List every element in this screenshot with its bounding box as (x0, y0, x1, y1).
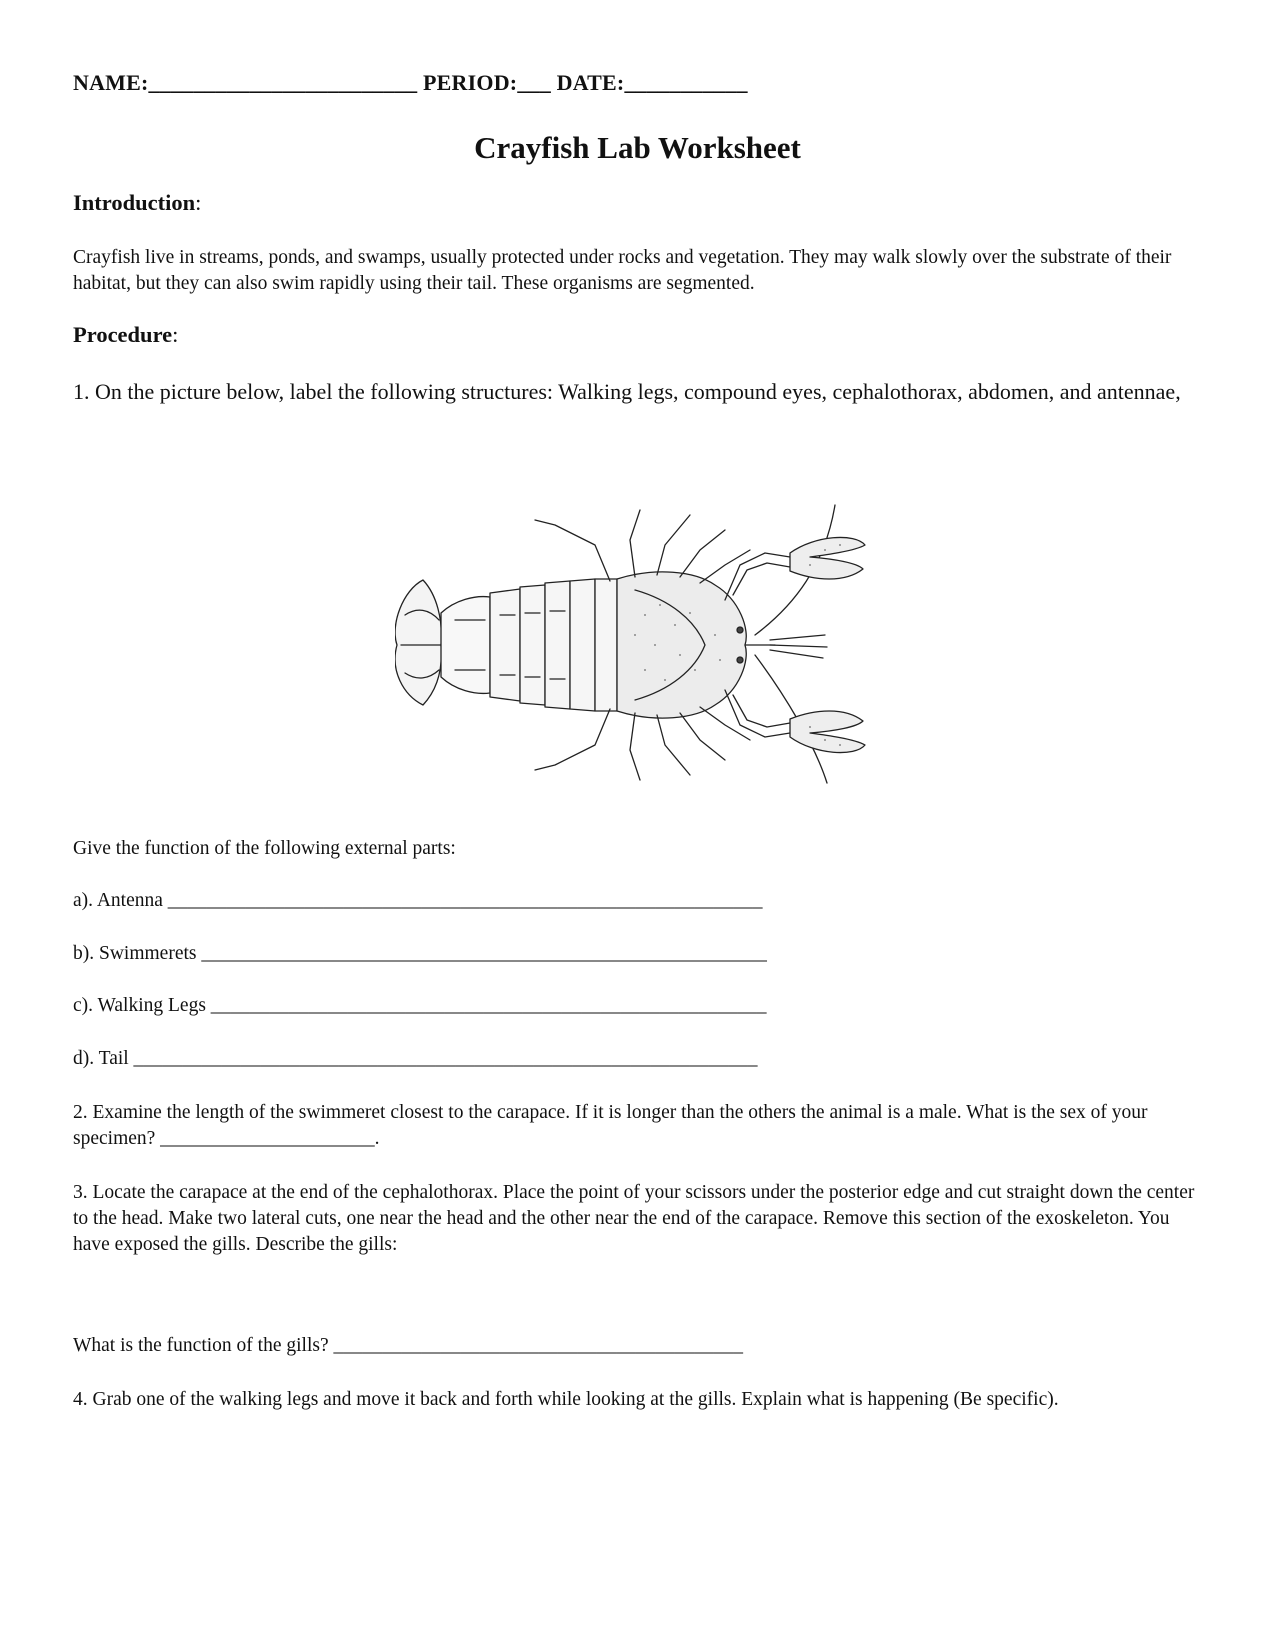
procedure-heading: Procedure: (73, 322, 179, 347)
page-title: Crayfish Lab Worksheet (474, 130, 801, 165)
part-walking-legs-line: c). Walking Legs _________________________________________________________ (73, 995, 767, 1016)
introduction-heading: Introduction: (73, 190, 202, 215)
crayfish-illustration (395, 495, 870, 785)
procedure-heading-text: Procedure (73, 322, 173, 347)
gills-function-line: What is the function of the gills? __________________________________________ (73, 1335, 743, 1356)
introduction-heading-text: Introduction (73, 190, 196, 215)
question-4: 4. Grab one of the walking legs and move it back and forth while looking at the gills. Explain what is happening (Be specific). (73, 1389, 1059, 1410)
function-prompt: Give the function of the following external parts: (73, 838, 456, 859)
part-swimmerets-line: b). Swimmerets __________________________________________________________ (73, 943, 767, 964)
question-2: 2. Examine the length of the swimmeret closest to the carapace. If it is longer than the others the animal is a male. What is the sex of your specimen? ______________________. (73, 1102, 1148, 1149)
name-period-date-line: NAME:________________________ PERIOD:___ DATE:___________ (73, 70, 748, 95)
introduction-text: Crayfish live in streams, ponds, and swamps, usually protected under rocks and vegetation. They may walk slowly over the substrate of their habitat, but they can also swim rapidly using their tail. These organisms are segmented. (73, 247, 1172, 294)
question-3: 3. Locate the carapace at the end of the cephalothorax. Place the point of your scissors under the posterior edge and cut straight down the center to the head. Make two lateral cuts, one near the head and the other near the end of the carapace. Remove this section of the exoskeleton. You have exposed the gills. Describe the gills: (73, 1182, 1195, 1255)
part-tail-line: d). Tail ________________________________________________________________ (73, 1048, 758, 1069)
part-antenna-line: a). Antenna _____________________________________________________________ (73, 890, 763, 911)
question-1: 1. On the picture below, label the following structures: Walking legs, compound eyes, cephalothorax, abdomen, and antennae, (73, 379, 1181, 404)
